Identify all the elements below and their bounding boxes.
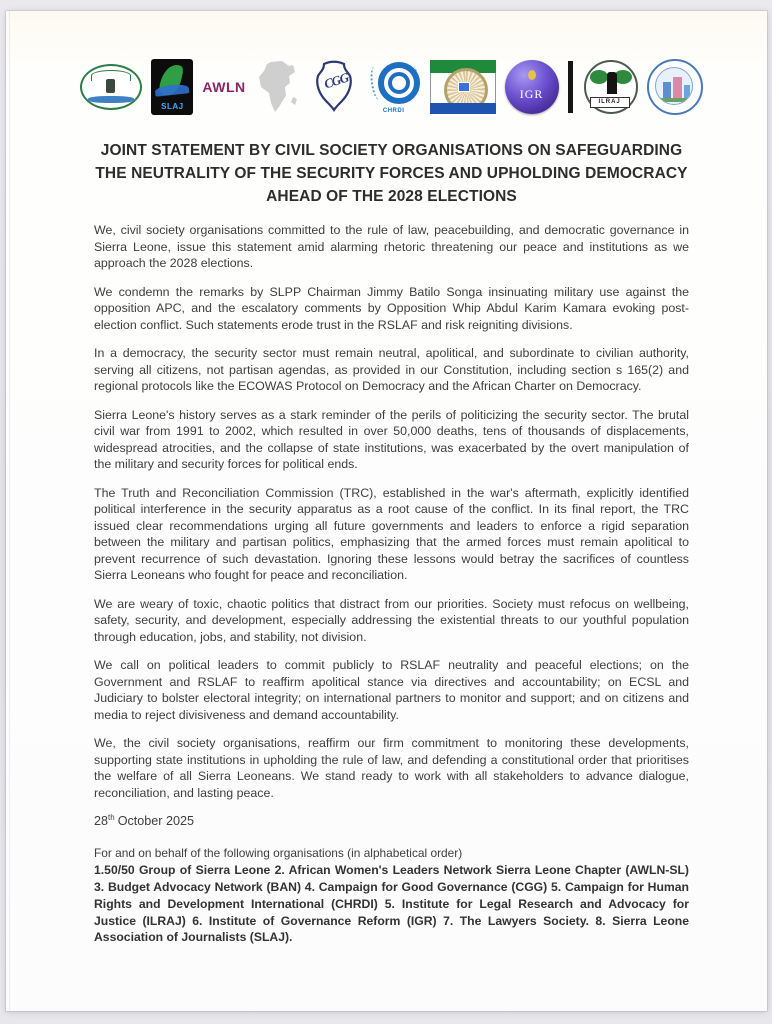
paragraph-priorities: We are weary of toxic, chaotic politics that distract from our priorities. Society must refocus on wellbeing, safety, security, and development, especially addressing the existential threats to our youthful population through education, jobs, and stability, not division. [94, 596, 689, 644]
paragraph-commitment: We, the civil society organisations, reaffirm our firm commitment to monitoring these developments, supporting state institutions in upholding the rule of law, and defending a constitutional order that prioritises the welfare of all Sierra Leoneans. We stand ready to work with all stakeholders to advance dialogue, reconciliation, and lasting peace. [94, 736, 689, 800]
chrdi-logo-label: CHRDI [382, 108, 405, 114]
flag-blue-band [430, 103, 496, 114]
building-icon [684, 85, 690, 98]
paragraph-condemnation: We condemn the remarks by SLPP Chairman Jimmy Batilo Songa insinuating military use against the opposition APC, and the escalatory comments by Opposition Whip Abdul Karim Kamara evoking post-election conflict. Such statements erode trust in the RSLAF and risk reigniting divisions. [94, 284, 689, 332]
slaj-logo [151, 59, 193, 115]
date-day: 28 [94, 814, 109, 829]
building-icon [673, 77, 682, 98]
emblem-figure [106, 79, 115, 93]
awln-logo [202, 59, 300, 115]
statement-title: JOINT STATEMENT BY CIVIL SOCIETY ORGANISATIONS ON SAFEGUARDING THE NEUTRALITY OF THE SECURITY FORCES AND UPHOLDING DEMOCRACY AHEAD OF THE 2028 ELECTIONS [95, 142, 688, 205]
paragraph-intro: We, civil society organisations committed to the rule of law, peacebuilding, and democratic governance in Sierra Leone, issue this statement amid alarming rhetoric threatening our peace and institutions as we approach the 2028 elections. [94, 223, 689, 270]
compass-flag-logo [430, 60, 496, 114]
date-ordinal-suffix: th [108, 813, 115, 822]
tree-icon [590, 70, 608, 84]
ilraj-logo-label: ILRAJ [590, 97, 630, 108]
paper-content [6, 11, 767, 946]
paragraph-call: We call on political leaders to commit publicly to RSLAF neutrality and peaceful elections; on the Government and RSLAF to reaffirm apolitical stance via directives and accountability; on ECSL and Judiciary to bolster electoral integrity; on international partners to monitor and support; and on citizens and media to reject divisiveness and demand accountability. [94, 658, 689, 722]
logo-separator-bar [568, 61, 573, 113]
city-badge-inner [655, 67, 693, 105]
awln-logo-label: AWLN [202, 79, 246, 95]
paragraph-trc: The Truth and Reconciliation Commission (TRC), established in the war's aftermath, explicitly identified political interference in the security apparatus as a root cause of the conflict. In its final report, the TRC issued clear recommendations urging all future governments and leaders to enforce a rigid separation between the military and partisan politics, emphasizing that the armed forces must remain apolitical to prevent recurrence of such devastation. Ignoring these lessons would betray the sacrifices of countless Sierra Leoneans who fought for peace and reconciliation. [94, 485, 689, 582]
footer-organisations-list: 1.50/50 Group of Sierra Leone 2. African Women's Leaders Network Sierra Leone Chapter (AWLN-SL) 3. Budget Advocacy Network (BAN) 4. Campaign for Good Governance (CGG) 5. Campaign for Human Rights and Development International (CHRDI) 5. Institute for Legal Research and Advocacy for Justice (ILRAJ) 6. Institute of Governance Reform (IGR) 7. The Lawyers Society. 8. Sierra Leone Association of Journalists (SLAJ). [94, 863, 689, 945]
paper-sheet [6, 11, 767, 1011]
africa-map-icon [249, 59, 301, 115]
chrdi-logo [367, 58, 421, 116]
ilraj-logo [582, 58, 638, 116]
slaj-logo-label: SLAJ [161, 102, 184, 111]
igr-logo [505, 60, 559, 114]
green-oval-emblem-logo [80, 64, 142, 110]
organisation-logos-row [94, 57, 689, 117]
emblem-sea [88, 96, 134, 103]
date-month-year: October 2025 [117, 814, 195, 829]
gold-dot-icon [528, 70, 536, 80]
footer-intro: For and on behalf of the following organisations (in alphabetical order) [94, 846, 463, 861]
paragraph-history: Sierra Leone's history serves as a stark reminder of the perils of politicizing the security sector. The brutal civil war from 1991 to 2002, which resulted in over 50,000 deaths, tens of thousands of displacements, widespread atrocities, and the collapse of state institutions, was exacerbated by the overt manipulation of the military and security forces for political ends. [94, 407, 689, 471]
blue-round-city-badge-logo [647, 59, 703, 115]
blue-ring-icon [378, 62, 420, 104]
cgg-logo [310, 60, 358, 114]
building-icon [663, 82, 671, 98]
ground-line [656, 98, 692, 102]
igr-logo-label: IGR [519, 87, 544, 101]
cgg-logo-label: CGG [321, 69, 350, 92]
justice-figure-icon [607, 72, 617, 94]
statement-date [94, 813, 689, 828]
compass-center [458, 82, 470, 92]
statement-body [94, 222, 689, 801]
paragraph-democracy: In a democracy, the security sector must remain neutral, apolitical, and subordinate to civilian authority, serving all citizens, not partisan agendas, as provided in our Constitution, including section s 165(2) and regional protocols like the ECOWAS Protocol on Democracy and the African Charter on Democracy. [94, 346, 689, 393]
